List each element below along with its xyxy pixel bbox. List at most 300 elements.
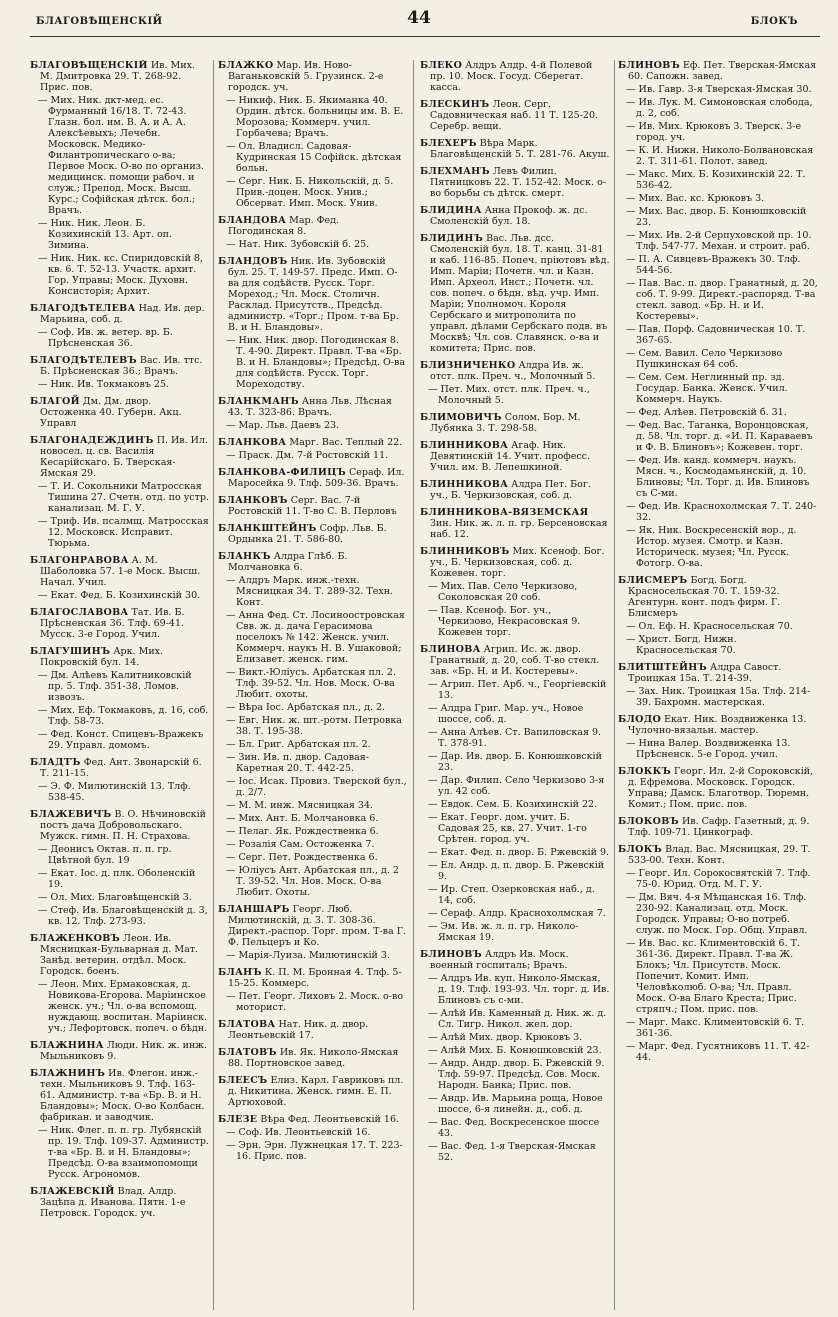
entry-details: Мар. Фед. Погодинская 8. bbox=[228, 215, 340, 237]
family-member-entry bbox=[420, 921, 610, 943]
surname-entry bbox=[420, 507, 610, 540]
family-member-entry bbox=[30, 379, 210, 390]
entry-details: Серг. Ник. Б. Никольскій, д. 5. Прив.-доцен. Моск. Унив.; Обсерват. Имп. Моск. Унив. bbox=[236, 176, 394, 209]
entry-details: Сераф. Алдр. Краснохолмская 7. bbox=[440, 908, 606, 919]
entry-details: Георг. Люб. Милютинскій, д. 3. Т. 308-36. Директ.-распор. Торг. пром. Т-ва Г. Ф. Пельцеръ и Ко. bbox=[228, 904, 407, 948]
family-member-entry bbox=[420, 605, 610, 638]
surname-heading: БЛИННИКОВА-ВЯЗЕМСКАЯ bbox=[420, 507, 589, 518]
family-member-entry bbox=[618, 206, 818, 228]
family-member-entry bbox=[30, 670, 210, 703]
entry-details: Марг. Макс. Климентовскій 6. Т. 361-36. bbox=[636, 1017, 805, 1039]
surname-heading: БЛАНШАРЪ bbox=[218, 904, 290, 915]
surname-entry bbox=[618, 662, 818, 684]
entry-details: Фед. Ив. Краснохолмская 7. Т. 240-32. bbox=[636, 501, 817, 523]
entry-details: Влад. Алдр. Зацѣпа д. Иванова. Пятн. 1-е Петровск. Городск. уч. bbox=[40, 1186, 186, 1219]
surname-entry bbox=[30, 1186, 210, 1219]
surname-heading: БЛАНКМАНЪ bbox=[218, 396, 299, 407]
family-member-entry bbox=[218, 950, 408, 961]
column-divider bbox=[614, 60, 615, 1310]
entry-details: Алдра Пет. Бог. уч., Б. Черкизовская, соб. д. bbox=[430, 479, 591, 501]
entry-details: Вас. Фед. Воскресенское шоссе 43. bbox=[438, 1117, 600, 1139]
entry-details: Пет. Георг. Лиховъ 2. Моск. о-во моторист. bbox=[236, 991, 404, 1013]
column-divider bbox=[213, 60, 214, 1310]
surname-heading: БЛАНКОВЪ bbox=[218, 495, 288, 506]
entry-details: Ник. Флег. п. п. гр. Лубянскій пр. 19. Тлф. 109-37. Администр. т-ва «Бр. В. и Н. Бландовы»; Предсѣд. О-ва взаимопомощи Русск. Агрономов. bbox=[48, 1125, 210, 1180]
entry-details: М. М. инж. Мясницкая 34. bbox=[238, 800, 374, 811]
family-member-entry bbox=[30, 481, 210, 514]
surname-entry bbox=[420, 546, 610, 579]
entry-details: Ив. Лук. М. Симоновская слобода, д. 2, соб. bbox=[636, 97, 813, 119]
surname-entry bbox=[218, 1047, 408, 1069]
column-divider bbox=[413, 60, 414, 1310]
family-member-entry bbox=[420, 679, 610, 701]
surname-heading: БЛИДИНА bbox=[420, 205, 482, 216]
entry-details: Влад. Вас. Мясницкая, 29. Т. 533-00. Техн. Конт. bbox=[628, 844, 811, 866]
family-member-entry bbox=[30, 979, 210, 1034]
entry-details: Андр. Андр. двор. Б. Ржевскій 9. Тлф. 59-97. Предсѣд. Сов. Моск. Народн. Банка; Прис. пов. bbox=[438, 1058, 605, 1091]
surname-entry bbox=[30, 555, 210, 588]
entry-details: Алѣй Ив. Каменный д. Ник. ж. д. Сл. Тигр. Никол. жел. дор. bbox=[438, 1008, 607, 1030]
column-1 bbox=[30, 60, 210, 1310]
entry-details: Як. Ник. Воскресенскій вор., д. Истор. музея. Смотр. и Казн. Историческ. музея; Чл. Русск. Фотогр. О-ва. bbox=[636, 525, 797, 569]
surname-heading: БЛЕХЕРЪ bbox=[420, 138, 477, 149]
surname-entry bbox=[218, 523, 408, 545]
family-member-entry bbox=[618, 868, 818, 890]
entry-details: Серг. Пет. Рождественка 6. bbox=[238, 852, 378, 863]
surname-entry bbox=[218, 551, 408, 573]
family-member-entry bbox=[420, 1058, 610, 1091]
header-left-keyword: БЛАГОВѢЩЕНСКІЙ bbox=[36, 16, 163, 27]
surname-heading: БЛИННИКОВА bbox=[420, 440, 509, 451]
surname-entry bbox=[420, 360, 610, 382]
family-member-entry bbox=[618, 621, 818, 632]
entry-details: Вѣра Фед. Леонтьевскій 16. bbox=[260, 1114, 400, 1125]
family-member-entry bbox=[30, 868, 210, 890]
entry-details: Люди. Ник. ж. инж. Мыльниковъ 9. bbox=[40, 1040, 208, 1062]
entry-details: Фед. Алѣев. Петровскій б. 31. bbox=[638, 407, 787, 418]
surname-entry bbox=[30, 60, 210, 93]
family-member-entry bbox=[420, 727, 610, 749]
family-member-entry bbox=[420, 884, 610, 906]
entry-details: А. М. Шаболовка 57. 1-е Моск. Высш. Начал. Учил. bbox=[40, 555, 201, 588]
entry-details: Ив. Флегон. инж.-техн. Мыльниковъ 9. Тлф. 163-61. Администр. т-ва «Бр. В. и Н. Бландовы»; Моск. О-во Колбасн. фабрикан. и заводчик. bbox=[40, 1068, 205, 1123]
family-member-entry bbox=[218, 813, 408, 824]
entry-details: Бл. Григ. Арбатская пл. 2. bbox=[238, 739, 371, 750]
entry-details: Марія-Луиза. Милютинскій 3. bbox=[238, 950, 390, 961]
surname-heading: БЛИННИКОВА bbox=[420, 479, 509, 490]
entry-details: Вѣра Іос. Арбатская пл., д. 2. bbox=[238, 702, 386, 713]
entry-details: Никиф. Ник. Б. Якиманка 40. Ордин. дѣтск. больницы им. В. Е. Морозова; Коммерч. учил. Горбачева; Врачъ. bbox=[236, 95, 404, 139]
family-member-entry bbox=[618, 1041, 818, 1063]
entry-details: Ник. Ник. Леон. Б. Козихинскій 13. Арт. оп. Зимина. bbox=[48, 218, 173, 251]
entry-details: Дм. Дм. двор. Остоженка 40. Губерн. Акц. Управл bbox=[40, 396, 182, 429]
surname-entry bbox=[30, 355, 210, 377]
surname-entry bbox=[218, 967, 408, 989]
surname-heading: БЛАГОСЛАВОВА bbox=[30, 607, 129, 618]
family-member-entry bbox=[218, 1127, 408, 1138]
entry-details: Дар. Ив. двор. Б. Конюшковскій 23. bbox=[438, 751, 602, 773]
surname-heading: БЛАЖНИНЪ bbox=[30, 1068, 106, 1079]
surname-heading: БЛИНОВА bbox=[420, 644, 481, 655]
surname-heading: БЛАЖЕВИЧЪ bbox=[30, 809, 112, 820]
entry-details: Анна Прокоф. ж. дс. Смоленскій бул. 18. bbox=[430, 205, 588, 227]
surname-heading: БЛАДТЪ bbox=[30, 757, 81, 768]
surname-heading: БЛОКЪ bbox=[618, 844, 663, 855]
surname-heading: БЛАТОВЪ bbox=[218, 1047, 277, 1058]
surname-heading: БЛАНКШТЕЙНЪ bbox=[218, 523, 317, 534]
surname-entry bbox=[420, 99, 610, 132]
surname-entry bbox=[420, 479, 610, 501]
entry-details: Андр. Ив. Марьина роща, Новое шоссе, 6-я линейн. д., соб. д. bbox=[438, 1093, 603, 1115]
family-member-entry bbox=[618, 121, 818, 143]
family-member-entry bbox=[618, 892, 818, 936]
entry-details: Солом. Бор. М. Лубянка 3. Т. 298-58. bbox=[430, 412, 581, 434]
family-member-entry bbox=[420, 1093, 610, 1115]
entry-details: Ник. Ник. кс. Спиридовскій 8, кв. 6. Т. 52-13. Участк. архит. Гор. Управы; Моск. Духовн. Консисторія; Архит. bbox=[48, 253, 203, 297]
surname-heading: БЛИДИНЪ bbox=[420, 233, 484, 244]
column-4 bbox=[618, 60, 818, 1310]
surname-entry bbox=[618, 575, 818, 619]
family-member-entry bbox=[618, 169, 818, 191]
entry-details: Соф. Ив. ж. ветер. вр. Б. Прѣсненская 36. bbox=[48, 327, 173, 349]
entry-details: Дм. Алѣевъ Калитниковскій пр. 5. Тлф. 351-38. Ломов. извозъ. bbox=[48, 670, 192, 703]
entry-details: Ник. Ив. Токмаковъ 25. bbox=[50, 379, 170, 390]
family-member-entry bbox=[420, 384, 610, 406]
entry-details: Георг. Ил. Сорокосвятскій 7. Тлф. 75-0. Юрид. Отд. М. Г. У. bbox=[636, 868, 811, 890]
family-member-entry bbox=[218, 826, 408, 837]
entry-details: Мих. Ант. Б. Молчановка 6. bbox=[238, 813, 379, 824]
family-member-entry bbox=[420, 751, 610, 773]
entry-details: Сераф. Ил. Маросейка 9. Тлф. 509-36. Врачъ. bbox=[228, 467, 405, 489]
entry-details: Агрип. Пет. Арб. ч., Георгіевскій 13. bbox=[438, 679, 607, 701]
surname-heading: БЛЕЗЕ bbox=[218, 1114, 258, 1125]
entry-details: Сем. Сем. Неглинный пр. зд. Государ. Банка. Женск. Учил. Коммерч. Наукъ. bbox=[636, 372, 788, 405]
entry-details: Эм. Ив. ж. л. п. гр. Николо-Ямская 19. bbox=[438, 921, 579, 943]
entry-details: Алдра Савост. Троицкая 15а. Т. 214-39. bbox=[628, 662, 782, 684]
family-member-entry bbox=[218, 239, 408, 250]
family-member-entry bbox=[420, 581, 610, 603]
family-member-entry bbox=[420, 1117, 610, 1139]
surname-entry bbox=[618, 60, 818, 82]
surname-heading: БЛИСМЕРЪ bbox=[618, 575, 688, 586]
surname-heading: БЛИННИКОВЪ bbox=[420, 546, 510, 557]
surname-entry bbox=[420, 138, 610, 160]
family-member-entry bbox=[420, 799, 610, 810]
surname-heading: БЛЕКО bbox=[420, 60, 463, 71]
family-member-entry bbox=[218, 95, 408, 139]
surname-entry bbox=[218, 437, 408, 448]
surname-entry bbox=[30, 757, 210, 779]
entry-details: Леон. Мих. Ермаковская, д. Новикова-Егорова. Маріинское женск. уч.; Чл. о-ва вспомощ. нуждающ. воспитан. Маріинск. уч.; Лефортовск. попеч. о бѣдн. bbox=[48, 979, 208, 1034]
entry-details: Мих. Вас. кс. Крюковъ 3. bbox=[638, 193, 765, 204]
entry-details: Мар. Ив. Ново-Ваганьковскій 5. Грузинск. 2-е городск. уч. bbox=[228, 60, 384, 93]
family-member-entry bbox=[618, 455, 818, 499]
entry-details: Георг. Ил. 2-й Сороковскій, д. Ефремова. Московск. Городск. Управа; Дамск. Благотвор. Тюремн. Комит.; Пом. прис. пов. bbox=[628, 766, 814, 810]
entry-details: Дм. Вяч. 4-я Мѣщанская 16. Тлф. 230-92. Канализац. отд. Моск. Городск. Управы; О-во потреб. служ. по Моск. Гор. Общ. Управл. bbox=[636, 892, 808, 936]
entry-details: Вас. Фед. 1-я Тверская-Ямская 52. bbox=[438, 1141, 596, 1163]
surname-heading: БЛОДО bbox=[618, 714, 662, 725]
entry-details: Ник. Ив. Зубовскій бул. 25. Т. 149-57. Предс. Имп. О-ва для содѣйств. Русск. Торг. Мореход.; Чл. Моск. Столичн. Расклад. Присутств., Предсѣд. администр. «Торг.; Пром. т-ва Бр. В. и Н. Бландовы». bbox=[228, 256, 399, 333]
surname-entry bbox=[420, 412, 610, 434]
entry-details: Вѣра Марк. Благовѣщенскій 5. Т. 281-76. Акуш. bbox=[430, 138, 610, 160]
family-member-entry bbox=[420, 1045, 610, 1056]
surname-entry bbox=[420, 205, 610, 227]
entry-details: Мар. Льв. Даевъ 23. bbox=[238, 420, 340, 431]
family-member-entry bbox=[218, 715, 408, 737]
family-member-entry bbox=[30, 905, 210, 927]
entry-details: Над. Ив. дер. Марьина, соб. д. bbox=[40, 303, 205, 325]
family-member-entry bbox=[30, 327, 210, 349]
family-member-entry bbox=[218, 839, 408, 850]
entry-details: Макс. Мих. Б. Козихинскій 22. Т. 536-42. bbox=[636, 169, 806, 191]
surname-heading: БЛАЖКО bbox=[218, 60, 274, 71]
entry-details: К. П. М. Бронная 4. Тлф. 5-15-25. Коммерс. bbox=[228, 967, 402, 989]
entry-details: Екат. Фед. п. двор. Б. Ржевскій 9. bbox=[440, 847, 610, 858]
surname-entry bbox=[218, 495, 408, 517]
surname-heading: БЛЕХМАНЪ bbox=[420, 166, 490, 177]
surname-entry bbox=[30, 607, 210, 640]
entry-details: Алдра Ив. ж. отст. плк. Преч. ч., Молочный 5. bbox=[430, 360, 596, 382]
family-member-entry bbox=[618, 525, 818, 569]
entry-details: Мих. Ив. 2-й Серпуховской пр. 10. Тлф. 547-77. Механ. и строит. раб. bbox=[636, 230, 812, 252]
family-member-entry bbox=[218, 575, 408, 608]
entry-details: Евдок. Сем. Б. Козихинскій 22. bbox=[440, 799, 598, 810]
surname-entry bbox=[218, 1019, 408, 1041]
entry-details: Леон. Серг. Садовническая наб. 11 Т. 125-20. Серебр. вещи. bbox=[430, 99, 599, 132]
family-member-entry bbox=[618, 348, 818, 370]
entry-details: Фед. Ант. Звонарскій 6. Т. 211-15. bbox=[40, 757, 202, 779]
family-member-entry bbox=[420, 1032, 610, 1043]
entry-details: Екат. Ник. Воздвиженка 13. Чулочно-вязальн. мастер. bbox=[628, 714, 807, 736]
surname-heading: БЛАНКОВА-ФИЛИЦЪ bbox=[218, 467, 346, 478]
family-member-entry bbox=[618, 501, 818, 523]
family-member-entry bbox=[218, 852, 408, 863]
entry-details: Вас. Ив. ттс. Б. Прѣсненская 36.; Врачъ. bbox=[40, 355, 203, 377]
family-member-entry bbox=[618, 407, 818, 418]
family-member-entry bbox=[218, 800, 408, 811]
family-member-entry bbox=[618, 193, 818, 204]
surname-heading: БЛИЗНИЧЕНКО bbox=[420, 360, 516, 371]
entry-details: Зин. Ив. п. двор. Садовая-Каретная 20. Т. 442-25. bbox=[236, 752, 369, 774]
surname-heading: БЛИМОВИЧЪ bbox=[420, 412, 502, 423]
entry-details: К. И. Нижн. Николо-Болвановская 2. Т. 311-61. Полот. завед. bbox=[636, 145, 814, 167]
entry-details: Фед. Вас. Таганка, Воронцовская, д. 58. Чл. торг. д. «И. П. Караваевъ и Ф. В. Блиновъ»; Кожевен. торг. bbox=[636, 420, 813, 453]
entry-details: Пав. Порф. Садовническая 10. Т. 367-65. bbox=[636, 324, 806, 346]
surname-heading: БЛИНОВЪ bbox=[420, 949, 482, 960]
entry-details: П. А. Сивцевъ-Вражекъ 30. Тлф. 544-56. bbox=[636, 254, 801, 276]
family-member-entry bbox=[30, 516, 210, 549]
entry-details: Пет. Мих. отст. плк. Преч. ч., Молочный 5. bbox=[438, 384, 590, 406]
family-member-entry bbox=[618, 938, 818, 1015]
family-member-entry bbox=[30, 1125, 210, 1180]
entry-details: Ол. Мих. Благовѣщенскій 3. bbox=[50, 892, 192, 903]
surname-heading: БЛЕСКИНЪ bbox=[420, 99, 490, 110]
surname-heading: БЛАГОНАДЕЖДИНЪ bbox=[30, 435, 154, 446]
entry-details: Еф. Пет. Тверская-Ямская 60. Сапожн. завед. bbox=[628, 60, 817, 82]
entry-details: Ив. Сафр. Газетный, д. 9. Тлф. 109-71. Цинкограф. bbox=[628, 816, 810, 838]
surname-heading: БЛАНКЪ bbox=[218, 551, 271, 562]
family-member-entry bbox=[618, 420, 818, 453]
entry-details: Христ. Богд. Нижн. Красносельская 70. bbox=[636, 634, 737, 656]
family-member-entry bbox=[30, 253, 210, 297]
family-member-entry bbox=[618, 230, 818, 252]
surname-entry bbox=[618, 714, 818, 736]
entry-details: Нат. Ник. д. двор. Леонтьевскій 17. bbox=[228, 1019, 369, 1041]
surname-entry bbox=[218, 396, 408, 418]
entry-details: Ол. Владисл. Садовая-Кудринская 15 Софійск. дѣтская больн. bbox=[236, 141, 402, 174]
surname-entry bbox=[30, 933, 210, 977]
entry-details: Ир. Степ. Озерковская наб., д. 14, соб. bbox=[438, 884, 595, 906]
family-member-entry bbox=[618, 1017, 818, 1039]
family-member-entry bbox=[420, 1008, 610, 1030]
surname-heading: БЛАГУШИНЪ bbox=[30, 646, 111, 657]
entry-details: Ив. Мих. Крюковъ 3. Тверск. 3-е город. уч. bbox=[636, 121, 802, 143]
surname-entry bbox=[420, 440, 610, 473]
family-member-entry bbox=[618, 324, 818, 346]
family-member-entry bbox=[420, 812, 610, 845]
entry-details: Екат. Іос. д. плк. Оболенскій 19. bbox=[48, 868, 196, 890]
entry-details: Марг. Вас. Теплый 22. bbox=[289, 437, 403, 448]
family-member-entry bbox=[420, 1141, 610, 1163]
surname-heading: БЛАЖЕВСКІЙ bbox=[30, 1186, 115, 1197]
entry-details: Екат. Георг. дом. учит. Б. Садовая 25, кв. 27. Учит. 1-го Срѣтен. город. уч. bbox=[438, 812, 587, 845]
entry-details: Вас. Льв. дсс. Смоленскій бул. 18. Т. канц. 31-81 и каб. 116-85. Попеч. пріютовъ вѣд. Имп. Маріи; Почетн. чл. и Казн. Имп. Археол. Инст.; Почетн. чл. сов. попеч. о бѣдн. вѣд. учр. Имп. Маріи; Уполномоч. Короля Сербскаго и митрополита по управл. дѣлами Сербскаго подв. въ Москвѣ; Чл. сов. Славянск. о-ва и комитета; Прис. пов. bbox=[430, 233, 610, 354]
family-member-entry bbox=[218, 420, 408, 431]
family-member-entry bbox=[618, 686, 818, 708]
family-member-entry bbox=[218, 450, 408, 461]
entry-details: Э. Ф. Милютинскій 13. Тлф. 538-45. bbox=[48, 781, 191, 803]
family-member-entry bbox=[218, 1140, 408, 1162]
surname-heading: БЛАНЪ bbox=[218, 967, 262, 978]
entry-details: Алдръ Ив. Моск. военный госпиталь; Врачъ. bbox=[430, 949, 569, 971]
family-member-entry bbox=[30, 95, 210, 216]
entry-details: Зин. Ник. ж. л. п. гр. Берсеновская наб. 12. bbox=[430, 518, 608, 540]
entry-details: Леон. Ив. Мясницкая-Бульварная д. Мат. Занѣд. ветерин. отдѣл. Моск. Городск. боенъ. bbox=[40, 933, 199, 977]
entry-details: Левъ Филип. Пятницковъ 22. Т. 152-42. Моск. о-во борьбы съ дѣтск. смерт. bbox=[430, 166, 607, 199]
surname-entry bbox=[420, 233, 610, 354]
entry-details: Агаф. Ник. Девятинскій 14. Учит. професс. Учил. им. В. Лепешкиной. bbox=[430, 440, 591, 473]
entry-details: Ел. Андр. д. п. двор. Б. Ржевскій 9. bbox=[438, 860, 605, 882]
family-member-entry bbox=[618, 97, 818, 119]
entry-details: Софр. Льв. Б. Ордынка 21. Т. 586-80. bbox=[228, 523, 387, 545]
family-member-entry bbox=[218, 865, 408, 898]
entry-details: Ив. Гавр. 3-я Тверская-Ямская 30. bbox=[638, 84, 812, 95]
surname-entry bbox=[618, 766, 818, 810]
entry-details: Арк. Мих. Покровскій бул. 14. bbox=[40, 646, 164, 668]
entry-details: Зах. Ник. Троицкая 15а. Тлф. 214-39. Бахромн. мастерская. bbox=[636, 686, 811, 708]
family-member-entry bbox=[420, 860, 610, 882]
family-member-entry bbox=[618, 738, 818, 760]
entry-details: Пав. Ксеноф. Бог. уч., Черкизово, Некрасовская 9. Кожевен торг. bbox=[438, 605, 581, 638]
entry-details: Ник. Ник. двор. Погодинская 8. Т. 4-90. Директ. Правл. Т-ва «Бр. В. и Н. Бландовы»; Предсѣд. О-ва для содѣйств. Русск. Торг. Мореходству. bbox=[236, 335, 406, 390]
entry-details: Триф. Ив. псалмщ. Матросская 12. Московск. Исправит. Тюрьма. bbox=[48, 516, 209, 549]
entry-details: Нина Валер. Воздвиженка 13. Прѣсненск. 5-е Город. учил. bbox=[636, 738, 791, 760]
entry-details: Нат. Ник. Зубовскій б. 25. bbox=[238, 239, 370, 250]
surname-heading: БЛАТОВА bbox=[218, 1019, 276, 1030]
entry-details: Алѣй Мих. Б. Конюшковскій 23. bbox=[440, 1045, 602, 1056]
entry-details: Елиз. Карл. Гавриковъ пл. д. Никитина. Женск. гимн. Е. П. Артюховой. bbox=[228, 1075, 404, 1108]
entry-details: Ив. Мих. М. Дмитровка 29. Т. 268-92. Прис. пов. bbox=[40, 60, 195, 93]
surname-entry bbox=[30, 303, 210, 325]
surname-entry bbox=[30, 435, 210, 479]
entry-details: Анна Фед. Ст. Лосиноостровская Свв. ж. д. дача Герасимова поселокъ № 142. Женск. учил. Коммерч. наукъ Н. В. Ушаковой; Елизавет. женск. гим. bbox=[236, 610, 405, 665]
surname-entry bbox=[30, 396, 210, 429]
entry-details: Серг. Вас. 7-й Ростовскій 11. Т-во С. В. Перловъ bbox=[228, 495, 397, 517]
entry-details: Фед. Ив. канд. коммерч. наукъ. Мясн. ч., Космодамьянскій, д. 10. Блиновы; Чл. Торг. д. Ив. Блиновъ съ С-ми. bbox=[636, 455, 810, 499]
entry-details: Іос. Исак. Провиз. Тверской бул., д. 2/7. bbox=[236, 776, 407, 798]
family-member-entry bbox=[30, 892, 210, 903]
surname-entry bbox=[420, 949, 610, 971]
column-2 bbox=[218, 60, 408, 1310]
family-member-entry bbox=[30, 705, 210, 727]
column-3 bbox=[420, 60, 610, 1310]
family-member-entry bbox=[420, 703, 610, 725]
surname-heading: БЛОКОВЪ bbox=[618, 816, 679, 827]
entry-details: Пав. Вас. п. двор. Гранатный, д. 20, соб. Т. 9-99. Директ.-распоряд. Т-ва стекл. завод. «Бр. Н. и И. Костеревы». bbox=[636, 278, 818, 322]
surname-entry bbox=[218, 467, 408, 489]
entry-details: Т. И. Сокольники Матросская Тишина 27. Счетн. отд. по устр. канализац. М. Г. У. bbox=[48, 481, 209, 514]
entry-details: Ив. Як. Николо-Ямская 88. Портновское завед. bbox=[228, 1047, 399, 1069]
entry-details: Викт.-Юліусъ. Арбатская пл. 2. Тлф. 39-52. Чл. Нов. Моск. О-ва Любит. охоты. bbox=[236, 667, 396, 700]
family-member-entry bbox=[30, 781, 210, 803]
entry-details: Алдръ Алдр. 4-й Полевой пр. 10. Моск. Госуд. Сберегат. касса. bbox=[430, 60, 593, 93]
family-member-entry bbox=[218, 752, 408, 774]
surname-entry bbox=[420, 644, 610, 677]
entry-details: Мих. Вас. двор. Б. Конюшковскій 23. bbox=[636, 206, 807, 228]
family-member-entry bbox=[30, 218, 210, 251]
family-member-entry bbox=[30, 844, 210, 866]
entry-details: Богд. Богд. Красносельская 70. Т. 159-32. Агентурн. конт. подъ фирм. Г. Блисмеръ bbox=[628, 575, 781, 619]
entry-details: Екат. Фед. Б. Козихинскій 30. bbox=[50, 590, 201, 601]
entry-details: Соф. Ив. Леонтьевскій 16. bbox=[238, 1127, 371, 1138]
surname-entry bbox=[218, 1075, 408, 1108]
header-right-keyword: БЛОКЪ bbox=[750, 16, 798, 27]
surname-entry bbox=[218, 215, 408, 237]
family-member-entry bbox=[618, 254, 818, 276]
family-member-entry bbox=[420, 973, 610, 1006]
surname-entry bbox=[420, 166, 610, 199]
entry-details: Стеф. Ив. Благовѣщенскій д. 3, кв. 12. Тлф. 273-93. bbox=[48, 905, 208, 927]
family-member-entry bbox=[30, 729, 210, 751]
family-member-entry bbox=[218, 702, 408, 713]
entry-details: Праск. Дм. 7-й Ростовскій 11. bbox=[238, 450, 389, 461]
entry-details: Алѣй Мих. двор. Крюковъ 3. bbox=[440, 1032, 583, 1043]
family-member-entry bbox=[218, 335, 408, 390]
surname-entry bbox=[420, 60, 610, 93]
family-member-entry bbox=[218, 991, 408, 1013]
surname-entry bbox=[30, 1040, 210, 1062]
entry-details: Марг. Фед. Гусятниковъ 11. Т. 42-44. bbox=[636, 1041, 810, 1063]
surname-heading: БЛАНДОВА bbox=[218, 215, 287, 226]
entry-details: Мих. Ник. дкт-мед. ес. Фурманный 16/18. Т. 72-43. Глазн. бол. им. В. А. и А. А. Алексѣевыхъ; Лечебн. Московск. Медико-Филантропическаго о-ва; Первое Моск. О-во по организ. медицинск. помощи рабоч. и служ.; Препод. Моск. Высш. Курс.; Софійская дѣтск. бол.; Врачъ. bbox=[48, 95, 204, 216]
family-member-entry bbox=[420, 775, 610, 797]
family-member-entry bbox=[218, 610, 408, 665]
family-member-entry bbox=[218, 739, 408, 750]
family-member-entry bbox=[218, 667, 408, 700]
entry-details: Анна Алѣев. Ст. Вапиловская 9. Т. 378-91. bbox=[438, 727, 602, 749]
surname-heading: БЛОККЪ bbox=[618, 766, 671, 777]
entry-details: Евг. Ник. ж. шт.-ротм. Петровка 38. Т. 195-38. bbox=[236, 715, 402, 737]
entry-details: Сем. Вавил. Село Черкизово Пушкинская 64 соб. bbox=[636, 348, 783, 370]
entry-details: Дар. Филип. Село Черкизово 3-я ул. 42 соб. bbox=[438, 775, 605, 797]
entry-details: Алдръ Ив. куп. Николо-Ямская, д. 19. Тлф. 193-93. Чл. торг. д. Ив. Блиновъ съ с-ми. bbox=[438, 973, 610, 1006]
family-member-entry bbox=[420, 847, 610, 858]
surname-entry bbox=[218, 1114, 408, 1125]
family-member-entry bbox=[618, 278, 818, 322]
family-member-entry bbox=[618, 145, 818, 167]
surname-heading: БЛИТШТЕЙНЪ bbox=[618, 662, 707, 673]
entry-details: Алдра Глѣб. Б. Молчановка 6. bbox=[228, 551, 348, 573]
